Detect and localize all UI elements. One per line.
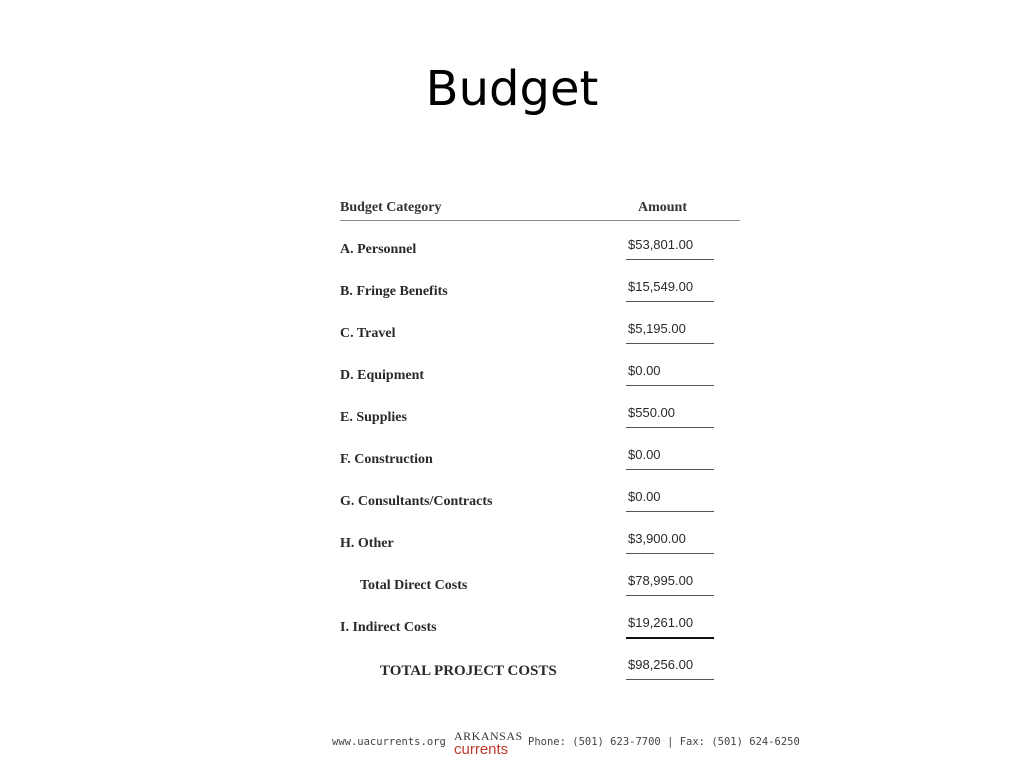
- budget-row-total-project-costs: [340, 641, 740, 683]
- row-label: I. Indirect Costs: [340, 620, 437, 635]
- amount-underline: [626, 679, 714, 680]
- row-amount: $550.00: [628, 405, 675, 420]
- budget-row-total-direct-costs: [340, 557, 740, 599]
- amount-underline: [626, 469, 714, 470]
- budget-rows: [340, 221, 740, 683]
- budget-row-personnel: [340, 221, 740, 263]
- budget-row-equipment: [340, 347, 740, 389]
- budget-table: [340, 198, 740, 683]
- logo-bottom-text: currents: [454, 741, 509, 758]
- row-amount: $0.00: [628, 447, 661, 462]
- amount-underline: [626, 553, 714, 554]
- budget-row-construction: [340, 431, 740, 473]
- row-amount: $3,900.00: [628, 531, 686, 546]
- amount-underline: [626, 259, 714, 260]
- budget-row-supplies: [340, 389, 740, 431]
- footer-website: www.uacurrents.org: [332, 736, 446, 748]
- slide-title: Budget: [425, 61, 599, 117]
- letterhead-footer: [260, 724, 800, 764]
- amount-underline: [626, 511, 714, 512]
- amount-underline: [626, 385, 714, 386]
- row-label: F. Construction: [340, 452, 433, 467]
- row-label: C. Travel: [340, 326, 396, 341]
- amount-underline: [626, 595, 714, 596]
- amount-underline: [626, 301, 714, 302]
- row-label: H. Other: [340, 536, 394, 551]
- row-amount: $98,256.00: [628, 657, 694, 672]
- budget-row-travel: [340, 305, 740, 347]
- row-label: Total Direct Costs: [360, 578, 468, 593]
- row-label: E. Supplies: [340, 410, 407, 425]
- footer-contact: Phone: (501) 623-7700 | Fax: (501) 624-6250: [528, 736, 800, 748]
- table-header: [340, 198, 740, 221]
- row-amount: $53,801.00: [628, 237, 694, 252]
- row-label: G. Consultants/Contracts: [340, 494, 493, 509]
- budget-row-consultants-contracts: [340, 473, 740, 515]
- amount-underline: [626, 637, 714, 639]
- row-amount: $19,261.00: [628, 615, 694, 630]
- amount-underline: [626, 343, 714, 344]
- row-label: TOTAL PROJECT COSTS: [380, 663, 557, 679]
- budget-row-other: [340, 515, 740, 557]
- budget-row-fringe-benefits: [340, 263, 740, 305]
- row-label: A. Personnel: [340, 242, 417, 257]
- row-amount: $15,549.00: [628, 279, 694, 294]
- logo-top-text: ARKANSAS: [454, 729, 523, 743]
- budget-row-indirect-costs: [340, 599, 740, 641]
- row-amount: $78,995.00: [628, 573, 694, 588]
- row-amount: $0.00: [628, 363, 661, 378]
- amount-underline: [626, 427, 714, 428]
- header-budget-category: Budget Category: [340, 200, 442, 215]
- row-amount: $5,195.00: [628, 321, 686, 336]
- row-label: D. Equipment: [340, 368, 425, 383]
- header-amount: Amount: [638, 200, 688, 215]
- arkansas-currents-logo: [454, 730, 523, 758]
- row-label: B. Fringe Benefits: [340, 284, 448, 299]
- row-amount: $0.00: [628, 489, 661, 504]
